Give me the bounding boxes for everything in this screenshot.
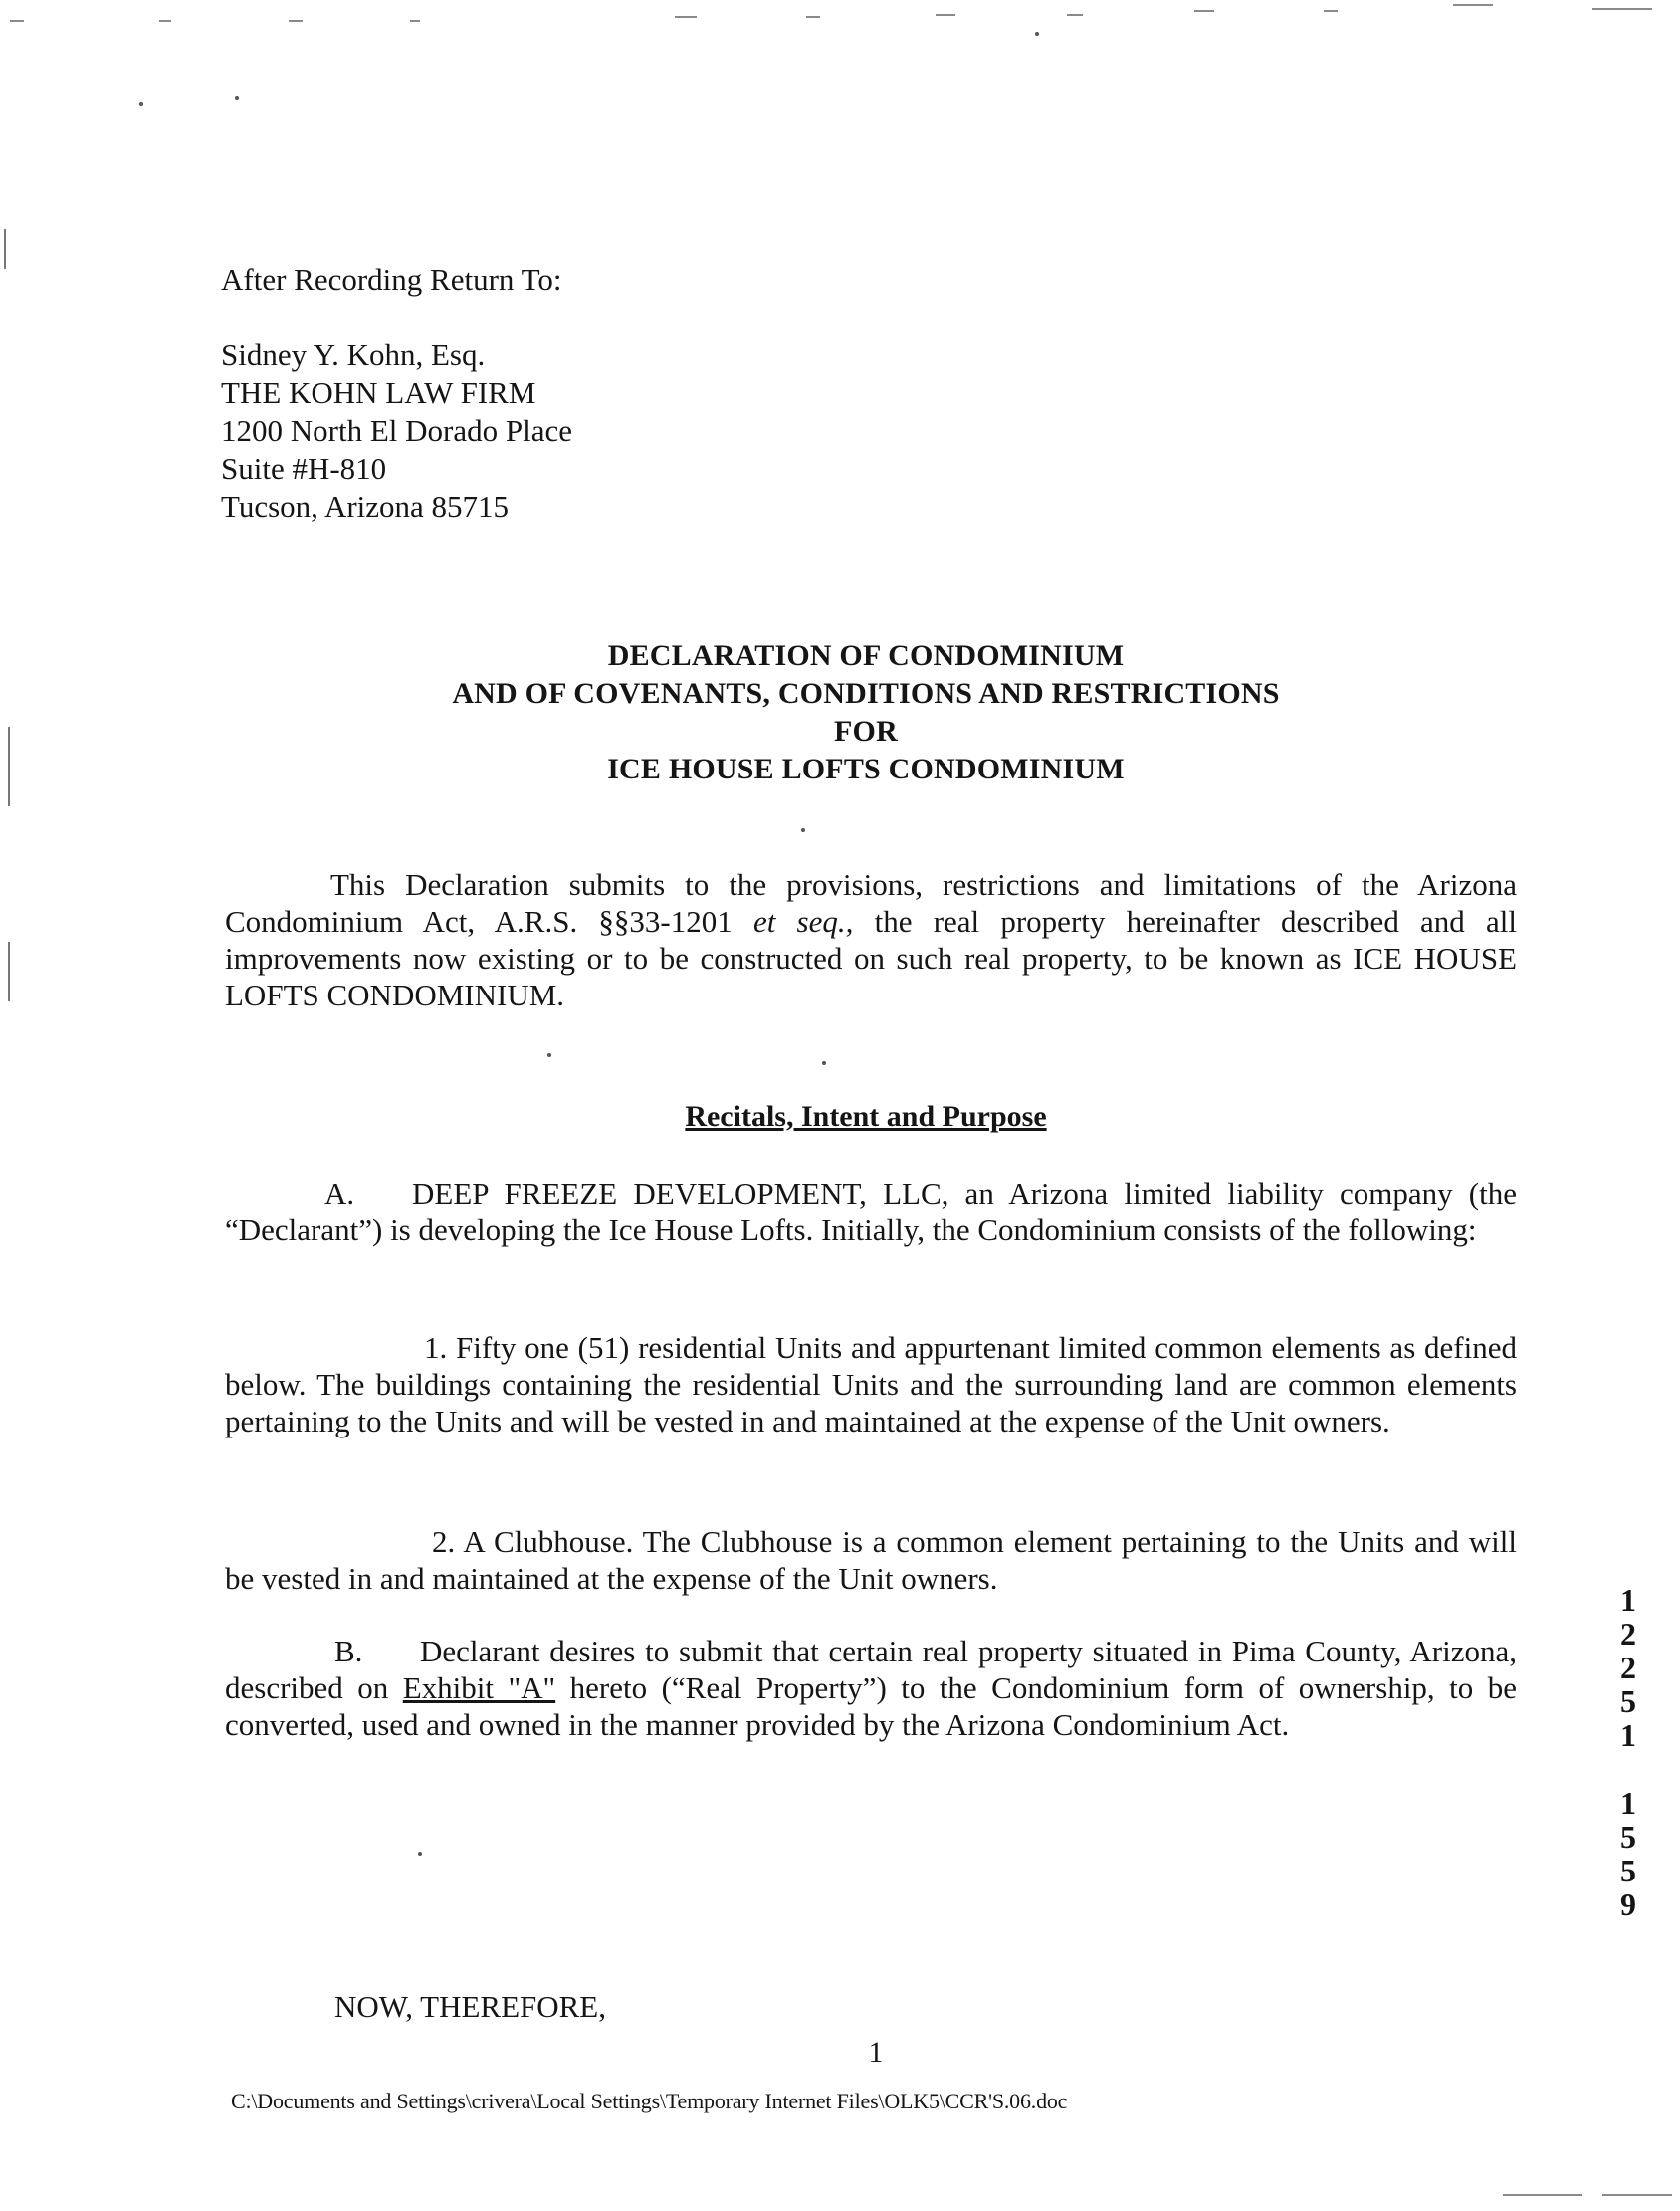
- scan-artifact: [8, 942, 10, 1001]
- scan-artifact: [547, 1053, 551, 1057]
- stamp-digit: 1: [1620, 1785, 1636, 1821]
- return-address-block: [221, 261, 572, 526]
- recital-text: hereto (“Real Property”) to the Condominium form of ownership, to be converted, used and owned in the manner provided by the Arizona Condominium Act.: [225, 1670, 1517, 1742]
- scan-artifact: [8, 727, 10, 767]
- scan-artifact: [159, 20, 171, 22]
- scan-artifact: [801, 828, 805, 832]
- address-line: 1200 North El Dorado Place: [221, 413, 572, 448]
- recital-b: [225, 1633, 1517, 1743]
- scan-artifact: [1035, 32, 1039, 36]
- scan-artifact: [1067, 14, 1083, 16]
- stamp-digit: 2: [1620, 1616, 1636, 1652]
- recital-text: DEEP FREEZE DEVELOPMENT, LLC, an Arizona limited liability company (the “Declarant”) is developing the Ice House Lofts. Initially, the Condominium consists of the following:: [225, 1176, 1517, 1247]
- scan-artifact: [1503, 2194, 1582, 2196]
- recital-letter: B.: [334, 1634, 363, 1668]
- section-heading: Recitals, Intent and Purpose: [685, 1100, 1047, 1133]
- document-title: [398, 637, 1334, 788]
- title-line: FOR: [834, 715, 898, 748]
- stamp-digit: 1: [1620, 1582, 1636, 1618]
- stamp-gap: [1610, 1752, 1646, 1786]
- footer-file-path: C:\Documents and Settings\crivera\Local Settings\Temporary Internet Files\OLK5\CCR'S.06.doc: [231, 2089, 1068, 2113]
- recital-letter: A.: [324, 1176, 355, 1211]
- scan-artifact: [1602, 2194, 1672, 2196]
- scan-artifact: [1324, 10, 1338, 12]
- recital-text: Declarant desires to submit that certain real property situated in Pima County, Arizona, described on: [225, 1634, 1517, 1705]
- title-line: DECLARATION OF CONDOMINIUM: [607, 639, 1125, 672]
- title-line: AND OF COVENANTS, CONDITIONS AND RESTRICTIONS: [452, 677, 1280, 710]
- return-to-label: After Recording Return To:: [221, 262, 562, 297]
- scan-artifact: [418, 1852, 422, 1856]
- scan-artifact: [235, 96, 239, 100]
- list-item: 1. Fifty one (51) residential Units and appurtenant limited common elements as defined below. The buildings containing the residential Units and the surrounding land are common elements pertaining to the Units and will be vested in and maintained at the expense of the Unit owners.: [225, 1330, 1517, 1438]
- scan-artifact: [8, 767, 10, 806]
- intro-text: the real property hereinafter described and all improvements now existing or to be constructed on such real property, to be known as ICE HOUSE LOFTS CONDOMINIUM.: [225, 904, 1517, 1012]
- scan-artifact: [1453, 4, 1493, 6]
- address-line: Suite #H-810: [221, 451, 387, 486]
- stamp-digit: 5: [1620, 1853, 1636, 1888]
- address-line: Sidney Y. Kohn, Esq.: [221, 337, 486, 372]
- stamp-digit: 2: [1620, 1650, 1636, 1685]
- now-therefore-clause: NOW, THEREFORE,: [334, 1989, 606, 2024]
- scan-artifact: [1592, 8, 1652, 10]
- scan-artifact: [289, 20, 303, 22]
- recording-stamp: [1610, 1583, 1646, 1921]
- scan-artifact: [4, 229, 6, 269]
- scan-artifact: [806, 16, 820, 18]
- title-line: ICE HOUSE LOFTS CONDOMINIUM: [607, 753, 1125, 785]
- scan-artifact: [822, 1061, 826, 1065]
- list-item: 2. A Clubhouse. The Clubhouse is a common element pertaining to the Units and will be vested in and maintained at the expense of the Unit owners.: [225, 1524, 1517, 1596]
- stamp-digit: 1: [1620, 1717, 1636, 1753]
- scan-artifact: [1194, 10, 1214, 12]
- exhibit-reference: Exhibit "A": [402, 1670, 556, 1705]
- stamp-digit: 5: [1620, 1819, 1636, 1855]
- recital-a: [225, 1175, 1517, 1248]
- intro-text: This Declaration submits to the provisions, restrictions and limitations of the Arizona Condominium Act, A.R.S. §§33-1201: [225, 867, 1517, 939]
- scan-artifact: [10, 20, 24, 22]
- stamp-digit: 9: [1620, 1886, 1636, 1922]
- page-number: 1: [868, 2036, 884, 2069]
- scan-artifact: [410, 20, 420, 22]
- stamp-digit: 5: [1620, 1683, 1636, 1719]
- address-line: Tucson, Arizona 85715: [221, 489, 510, 524]
- intro-italic: et seq.,: [752, 904, 854, 939]
- scan-artifact: [675, 16, 697, 18]
- address-line: THE KOHN LAW FIRM: [221, 375, 536, 410]
- scan-artifact: [139, 102, 143, 106]
- scan-artifact: [936, 14, 955, 16]
- intro-paragraph: [225, 866, 1517, 1013]
